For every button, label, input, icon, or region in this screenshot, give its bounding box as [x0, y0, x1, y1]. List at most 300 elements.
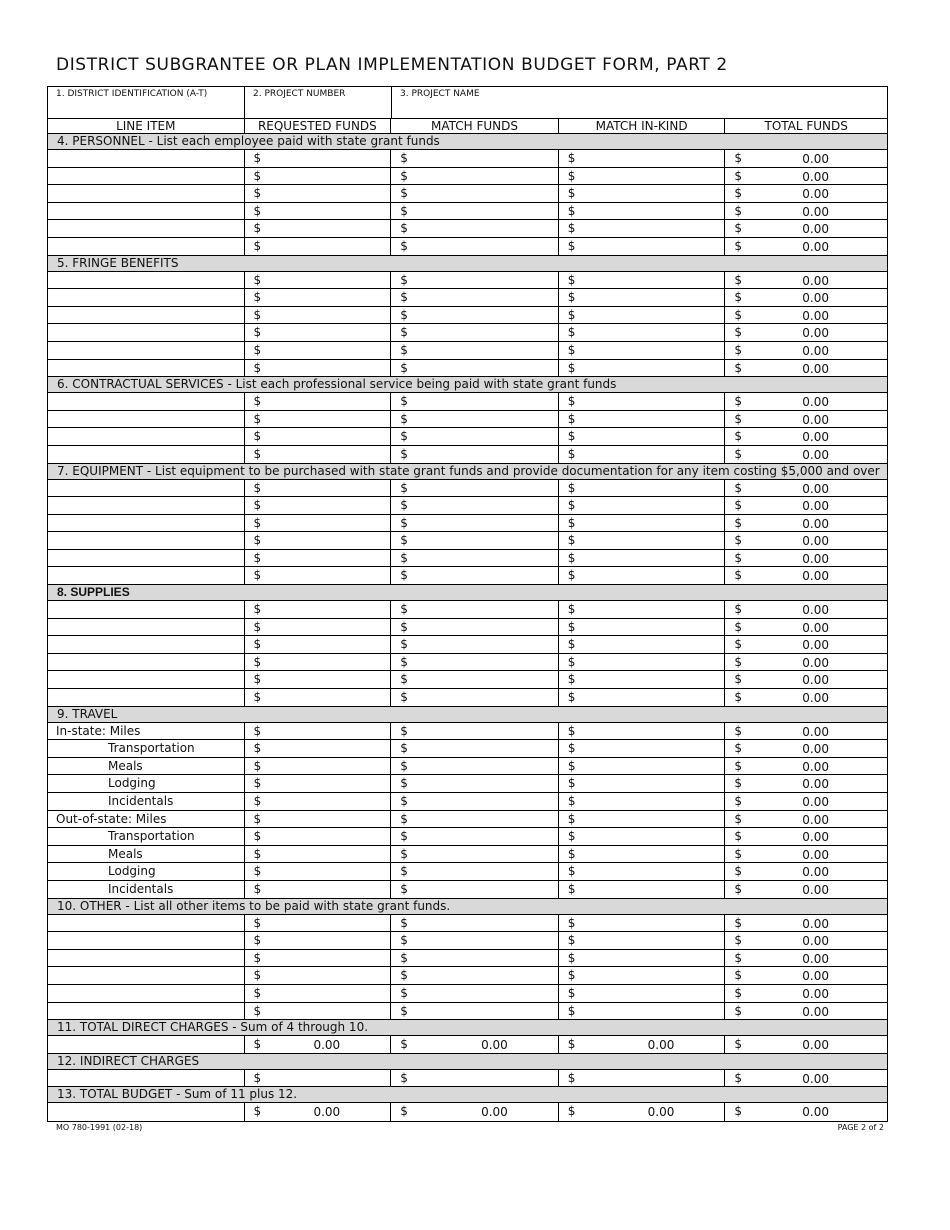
match-in-kind-cell[interactable]: [559, 881, 726, 898]
match-in-kind-cell[interactable]: [559, 515, 726, 532]
total-funds-cell[interactable]: [725, 619, 887, 636]
match-funds-cell[interactable]: [391, 811, 559, 828]
match-in-kind-cell[interactable]: [559, 932, 726, 949]
currency-symbol: $: [400, 307, 408, 322]
requested-funds-cell[interactable]: [245, 567, 392, 584]
requested-funds-cell[interactable]: [245, 289, 392, 306]
total-funds-cell[interactable]: [725, 775, 887, 792]
match-funds-cell[interactable]: [391, 307, 559, 324]
currency-symbol: $: [734, 602, 743, 617]
table-row: [48, 601, 887, 619]
requested-funds-cell[interactable]: [245, 1003, 392, 1020]
match-funds-cell[interactable]: [391, 619, 559, 636]
line-item-cell[interactable]: [48, 360, 245, 377]
match-in-kind-cell[interactable]: [559, 324, 726, 341]
match-funds-cell[interactable]: [391, 220, 559, 237]
match-funds-cell[interactable]: [391, 828, 559, 845]
line-item-cell[interactable]: [48, 619, 245, 636]
match-funds-cell[interactable]: [391, 360, 559, 377]
requested-funds-cell[interactable]: [245, 723, 392, 740]
match-in-kind-cell[interactable]: [559, 950, 726, 967]
match-funds-cell[interactable]: [391, 480, 559, 497]
currency-symbol: $: [253, 619, 262, 634]
match-in-kind-cell[interactable]: [559, 238, 726, 255]
match-in-kind-cell[interactable]: [559, 289, 726, 306]
match-in-kind-cell[interactable]: [559, 272, 726, 289]
match-funds-cell[interactable]: [391, 185, 559, 202]
total-funds-cell[interactable]: [725, 758, 887, 775]
total-funds-cell[interactable]: [725, 967, 887, 984]
line-item-cell[interactable]: [48, 515, 245, 532]
total-funds-cell[interactable]: [725, 932, 887, 949]
requested-funds-cell[interactable]: [245, 619, 392, 636]
total-funds-cell[interactable]: [725, 950, 887, 967]
match-funds-cell[interactable]: [391, 601, 559, 618]
total-funds-cell[interactable]: [725, 272, 887, 289]
match-in-kind-cell[interactable]: [559, 671, 726, 688]
total-funds-cell[interactable]: [725, 411, 887, 428]
match-funds-cell[interactable]: [391, 168, 559, 185]
currency-symbol: $: [734, 829, 743, 844]
line-item-cell[interactable]: [48, 342, 245, 359]
requested-funds-cell[interactable]: [245, 185, 392, 202]
total-funds-cell[interactable]: [725, 846, 887, 863]
section-total: [47, 1087, 888, 1122]
match-in-kind-cell[interactable]: [559, 723, 726, 740]
match-funds-cell[interactable]: [391, 846, 559, 863]
requested-funds-cell[interactable]: [245, 636, 392, 653]
currency-symbol: $: [400, 794, 408, 808]
amount-value: 0.00: [802, 830, 829, 845]
requested-funds-cell[interactable]: [245, 220, 392, 237]
requested-funds-cell[interactable]: [245, 740, 392, 757]
total-funds-cell[interactable]: [725, 636, 887, 653]
match-funds-cell[interactable]: [391, 342, 559, 359]
line-item-cell[interactable]: Incidentals: [48, 793, 245, 810]
match-funds-cell[interactable]: [391, 567, 559, 584]
total-funds-cell[interactable]: [725, 1003, 887, 1020]
match-in-kind-cell[interactable]: [559, 220, 726, 237]
total-funds-cell[interactable]: [725, 828, 887, 845]
line-item-cell[interactable]: [48, 307, 245, 324]
match-in-kind-cell[interactable]: [559, 775, 726, 792]
match-funds-cell[interactable]: [391, 689, 559, 706]
line-item-cell[interactable]: [48, 601, 245, 618]
currency-symbol: $: [734, 394, 743, 409]
total-funds-cell[interactable]: [725, 532, 887, 549]
total-funds-cell[interactable]: [725, 723, 887, 740]
line-item-cell[interactable]: [48, 1036, 245, 1053]
match-funds-cell[interactable]: [391, 150, 559, 167]
total-funds-cell[interactable]: [725, 324, 887, 341]
currency-symbol: $: [253, 881, 262, 896]
match-in-kind-cell[interactable]: [559, 550, 726, 567]
line-item-cell[interactable]: [48, 1003, 245, 1020]
currency-symbol: $: [253, 864, 262, 879]
currency-symbol: $: [400, 672, 408, 687]
match-funds-cell[interactable]: [391, 428, 559, 445]
line-item-cell[interactable]: Incidentals: [48, 881, 245, 898]
line-item-cell[interactable]: [48, 220, 245, 237]
requested-funds-cell[interactable]: [245, 793, 392, 810]
total-funds-cell[interactable]: [725, 567, 887, 584]
requested-funds-cell[interactable]: [245, 168, 392, 185]
line-item-cell[interactable]: [48, 272, 245, 289]
match-funds-cell[interactable]: [391, 1036, 559, 1053]
line-item-cell[interactable]: [48, 915, 245, 932]
requested-funds-cell[interactable]: [245, 532, 392, 549]
line-item-cell[interactable]: Lodging: [48, 775, 245, 792]
line-item-cell[interactable]: [48, 150, 245, 167]
match-in-kind-cell[interactable]: [559, 863, 726, 880]
match-funds-cell[interactable]: [391, 985, 559, 1002]
currency-symbol: $: [253, 515, 262, 530]
currency-symbol: $: [400, 933, 408, 948]
match-funds-cell[interactable]: [391, 881, 559, 898]
requested-funds-cell[interactable]: [245, 428, 392, 445]
total-funds-cell[interactable]: [725, 550, 887, 567]
match-funds-cell[interactable]: [391, 1070, 559, 1087]
requested-funds-cell[interactable]: [245, 881, 392, 898]
requested-funds-cell[interactable]: [245, 393, 392, 410]
line-item-cell[interactable]: [48, 324, 245, 341]
section-personnel: [47, 134, 888, 256]
total-funds-cell[interactable]: [725, 497, 887, 514]
match-in-kind-cell[interactable]: [559, 480, 726, 497]
match-in-kind-cell[interactable]: [559, 793, 726, 810]
match-in-kind-cell[interactable]: [559, 342, 726, 359]
match-in-kind-cell[interactable]: [559, 811, 726, 828]
currency-symbol: $: [734, 758, 743, 773]
requested-funds-cell[interactable]: [245, 950, 392, 967]
section-heading: 9. TRAVEL: [48, 707, 887, 723]
line-item-cell[interactable]: [48, 636, 245, 653]
total-funds-cell[interactable]: [725, 168, 887, 185]
match-in-kind-cell[interactable]: [559, 828, 726, 845]
amount-value: 0.00: [802, 326, 829, 341]
match-funds-cell[interactable]: [391, 289, 559, 306]
requested-funds-cell[interactable]: [245, 863, 392, 880]
total-funds-cell[interactable]: [725, 342, 887, 359]
match-in-kind-cell[interactable]: [559, 915, 726, 932]
requested-funds-cell[interactable]: [245, 775, 392, 792]
currency-symbol: $: [734, 238, 743, 253]
match-in-kind-cell[interactable]: [559, 393, 726, 410]
section-contractual: [47, 377, 888, 463]
total-funds-cell[interactable]: [725, 654, 887, 671]
match-in-kind-cell[interactable]: [559, 307, 726, 324]
match-funds-cell[interactable]: [391, 950, 559, 967]
line-item-cell[interactable]: [48, 1103, 245, 1121]
amount-value: 0.00: [802, 655, 829, 670]
total-funds-cell[interactable]: [725, 915, 887, 932]
requested-funds-cell[interactable]: [245, 150, 392, 167]
currency-symbol: $: [253, 360, 262, 375]
match-in-kind-cell[interactable]: [559, 740, 726, 757]
match-in-kind-cell[interactable]: [559, 497, 726, 514]
requested-funds-cell[interactable]: [245, 811, 392, 828]
match-in-kind-cell[interactable]: [559, 1036, 726, 1053]
total-funds-cell[interactable]: [725, 289, 887, 306]
total-funds-cell[interactable]: [725, 220, 887, 237]
match-in-kind-cell[interactable]: [559, 689, 726, 706]
requested-funds-cell[interactable]: [245, 671, 392, 688]
line-item-cell[interactable]: [48, 203, 245, 220]
line-item-cell[interactable]: [48, 428, 245, 445]
requested-funds-cell[interactable]: [245, 689, 392, 706]
currency-symbol: $: [567, 1037, 576, 1052]
requested-funds-cell[interactable]: [245, 915, 392, 932]
amount-value: 0.00: [802, 361, 829, 376]
match-in-kind-cell[interactable]: [559, 567, 726, 584]
match-in-kind-cell[interactable]: [559, 203, 726, 220]
line-item-cell[interactable]: [48, 932, 245, 949]
total-funds-cell[interactable]: [725, 307, 887, 324]
currency-symbol: $: [253, 1070, 262, 1085]
match-in-kind-cell[interactable]: [559, 846, 726, 863]
match-funds-cell[interactable]: [391, 723, 559, 740]
currency-symbol: $: [400, 394, 408, 409]
requested-funds-cell[interactable]: [245, 654, 392, 671]
section-equipment: [47, 464, 888, 586]
currency-symbol: $: [400, 985, 408, 1000]
match-in-kind-cell[interactable]: [559, 411, 726, 428]
line-item-cell[interactable]: In-state: Miles: [48, 723, 245, 740]
match-funds-cell[interactable]: [391, 272, 559, 289]
currency-symbol: $: [253, 151, 262, 165]
col-match-in-kind: MATCH IN-KIND: [559, 119, 726, 133]
total-funds-cell[interactable]: [725, 881, 887, 898]
currency-symbol: $: [253, 1003, 262, 1018]
line-item-cell[interactable]: [48, 985, 245, 1002]
total-funds-cell[interactable]: [725, 793, 887, 810]
currency-symbol: $: [253, 480, 262, 495]
match-funds-cell[interactable]: [391, 654, 559, 671]
match-funds-cell[interactable]: [391, 411, 559, 428]
currency-symbol: $: [734, 637, 743, 652]
requested-funds-cell[interactable]: [245, 272, 392, 289]
line-item-cell[interactable]: Meals: [48, 846, 245, 863]
total-funds-cell[interactable]: [725, 689, 887, 706]
match-in-kind-cell[interactable]: [559, 185, 726, 202]
total-funds-cell[interactable]: [725, 863, 887, 880]
requested-funds-cell[interactable]: [245, 1103, 392, 1121]
project-name-field[interactable]: [392, 87, 887, 118]
match-funds-cell[interactable]: [391, 550, 559, 567]
requested-funds-cell[interactable]: [245, 342, 392, 359]
match-in-kind-cell[interactable]: [559, 150, 726, 167]
currency-symbol: $: [253, 203, 262, 218]
currency-symbol: $: [253, 394, 262, 409]
total-funds-cell[interactable]: [725, 601, 887, 618]
currency-symbol: $: [253, 829, 262, 844]
currency-symbol: $: [567, 968, 576, 983]
currency-symbol: $: [734, 985, 743, 1000]
requested-funds-cell[interactable]: [245, 203, 392, 220]
requested-funds-cell[interactable]: [245, 446, 392, 463]
currency-symbol: $: [567, 1070, 576, 1085]
currency-symbol: $: [253, 985, 262, 1000]
requested-funds-cell[interactable]: [245, 411, 392, 428]
amount-value: 0.00: [647, 1038, 675, 1053]
requested-funds-cell[interactable]: [245, 480, 392, 497]
line-item-cell[interactable]: [48, 480, 245, 497]
line-item-cell[interactable]: Out-of-state: Miles: [48, 811, 245, 828]
currency-symbol: $: [400, 360, 408, 375]
requested-funds-cell[interactable]: [245, 515, 392, 532]
line-item-cell[interactable]: [48, 689, 245, 706]
match-in-kind-cell[interactable]: [559, 1103, 726, 1121]
line-item-cell[interactable]: [48, 967, 245, 984]
currency-symbol: $: [734, 864, 743, 879]
total-funds-cell[interactable]: [725, 811, 887, 828]
project-number-label: 2. PROJECT NUMBER: [253, 89, 346, 99]
match-in-kind-cell[interactable]: [559, 636, 726, 653]
match-in-kind-cell[interactable]: [559, 619, 726, 636]
requested-funds-cell[interactable]: [245, 307, 392, 324]
line-item-cell[interactable]: [48, 393, 245, 410]
total-funds-cell[interactable]: [725, 1036, 887, 1053]
match-funds-cell[interactable]: [391, 203, 559, 220]
requested-funds-cell[interactable]: [245, 601, 392, 618]
currency-symbol: $: [734, 794, 743, 808]
match-funds-cell[interactable]: [391, 238, 559, 255]
line-item-cell[interactable]: [48, 550, 245, 567]
table-row: [48, 846, 887, 864]
total-funds-cell[interactable]: [725, 185, 887, 202]
requested-funds-cell[interactable]: [245, 758, 392, 775]
col-requested-funds: REQUESTED FUNDS: [245, 119, 392, 133]
requested-funds-cell[interactable]: [245, 846, 392, 863]
currency-symbol: $: [567, 203, 576, 218]
match-funds-cell[interactable]: [391, 1003, 559, 1020]
currency-symbol: $: [400, 950, 408, 965]
table-row: [48, 915, 887, 933]
line-item-cell[interactable]: [48, 168, 245, 185]
total-funds-cell[interactable]: [725, 360, 887, 377]
currency-symbol: $: [253, 221, 262, 236]
match-funds-cell[interactable]: [391, 740, 559, 757]
line-item-cell[interactable]: Transportation: [48, 740, 245, 757]
requested-funds-cell[interactable]: [245, 985, 392, 1002]
requested-funds-cell[interactable]: [245, 360, 392, 377]
line-item-cell[interactable]: Transportation: [48, 828, 245, 845]
line-item-cell[interactable]: [48, 654, 245, 671]
total-funds-cell[interactable]: [725, 393, 887, 410]
match-in-kind-cell[interactable]: [559, 1070, 726, 1087]
requested-funds-cell[interactable]: [245, 932, 392, 949]
line-item-cell[interactable]: [48, 567, 245, 584]
currency-symbol: $: [253, 533, 262, 548]
match-in-kind-cell[interactable]: [559, 428, 726, 445]
requested-funds-cell[interactable]: [245, 324, 392, 341]
match-funds-cell[interactable]: [391, 515, 559, 532]
total-funds-cell[interactable]: [725, 515, 887, 532]
line-item-cell[interactable]: [48, 185, 245, 202]
amount-value: 0.00: [802, 691, 829, 706]
match-in-kind-cell[interactable]: [559, 360, 726, 377]
match-funds-cell[interactable]: [391, 446, 559, 463]
line-item-cell[interactable]: [48, 497, 245, 514]
total-funds-cell[interactable]: [725, 671, 887, 688]
line-item-cell[interactable]: [48, 1070, 245, 1087]
match-funds-cell[interactable]: [391, 932, 559, 949]
match-funds-cell[interactable]: [391, 863, 559, 880]
match-in-kind-cell[interactable]: [559, 985, 726, 1002]
match-in-kind-cell[interactable]: [559, 654, 726, 671]
match-in-kind-cell[interactable]: [559, 532, 726, 549]
total-funds-cell[interactable]: [725, 150, 887, 167]
line-item-cell[interactable]: [48, 950, 245, 967]
total-funds-cell[interactable]: [725, 238, 887, 255]
total-funds-cell[interactable]: [725, 740, 887, 757]
section-other: [47, 899, 888, 1021]
requested-funds-cell[interactable]: [245, 238, 392, 255]
table-row: [48, 360, 887, 378]
line-item-cell[interactable]: [48, 446, 245, 463]
match-in-kind-cell[interactable]: [559, 1003, 726, 1020]
match-funds-cell[interactable]: [391, 636, 559, 653]
match-funds-cell[interactable]: [391, 915, 559, 932]
requested-funds-cell[interactable]: [245, 828, 392, 845]
currency-symbol: $: [734, 776, 743, 791]
match-in-kind-cell[interactable]: [559, 967, 726, 984]
requested-funds-cell[interactable]: [245, 1036, 392, 1053]
match-funds-cell[interactable]: [391, 775, 559, 792]
total-funds-cell[interactable]: [725, 1103, 887, 1121]
total-funds-cell[interactable]: [725, 446, 887, 463]
line-item-cell[interactable]: Lodging: [48, 863, 245, 880]
match-funds-cell[interactable]: [391, 758, 559, 775]
project-number-field[interactable]: [245, 87, 392, 118]
currency-symbol: $: [567, 394, 576, 409]
total-funds-cell[interactable]: [725, 985, 887, 1002]
amount-value: 0.00: [313, 1038, 341, 1053]
total-funds-cell[interactable]: [725, 428, 887, 445]
match-in-kind-cell[interactable]: [559, 446, 726, 463]
requested-funds-cell[interactable]: [245, 550, 392, 567]
currency-symbol: $: [567, 690, 576, 705]
match-in-kind-cell[interactable]: [559, 168, 726, 185]
total-funds-cell[interactable]: [725, 480, 887, 497]
line-item-cell[interactable]: Meals: [48, 758, 245, 775]
line-item-cell[interactable]: [48, 671, 245, 688]
match-funds-cell[interactable]: [391, 532, 559, 549]
match-funds-cell[interactable]: [391, 1103, 559, 1121]
amount-value: 0.00: [802, 865, 829, 880]
match-in-kind-cell[interactable]: [559, 758, 726, 775]
match-funds-cell[interactable]: [391, 497, 559, 514]
district-id-field[interactable]: [48, 87, 245, 118]
match-funds-cell[interactable]: [391, 793, 559, 810]
match-funds-cell[interactable]: [391, 671, 559, 688]
line-item-cell[interactable]: [48, 289, 245, 306]
requested-funds-cell[interactable]: [245, 967, 392, 984]
requested-funds-cell[interactable]: [245, 497, 392, 514]
requested-funds-cell[interactable]: [245, 1070, 392, 1087]
line-item-cell[interactable]: [48, 411, 245, 428]
match-funds-cell[interactable]: [391, 967, 559, 984]
total-funds-cell[interactable]: [725, 1070, 887, 1087]
total-funds-cell[interactable]: [725, 203, 887, 220]
match-funds-cell[interactable]: [391, 324, 559, 341]
match-funds-cell[interactable]: [391, 393, 559, 410]
section-direct: [47, 1020, 888, 1054]
currency-symbol: $: [253, 672, 262, 687]
match-in-kind-cell[interactable]: [559, 601, 726, 618]
line-item-cell[interactable]: [48, 238, 245, 255]
line-item-cell[interactable]: [48, 532, 245, 549]
